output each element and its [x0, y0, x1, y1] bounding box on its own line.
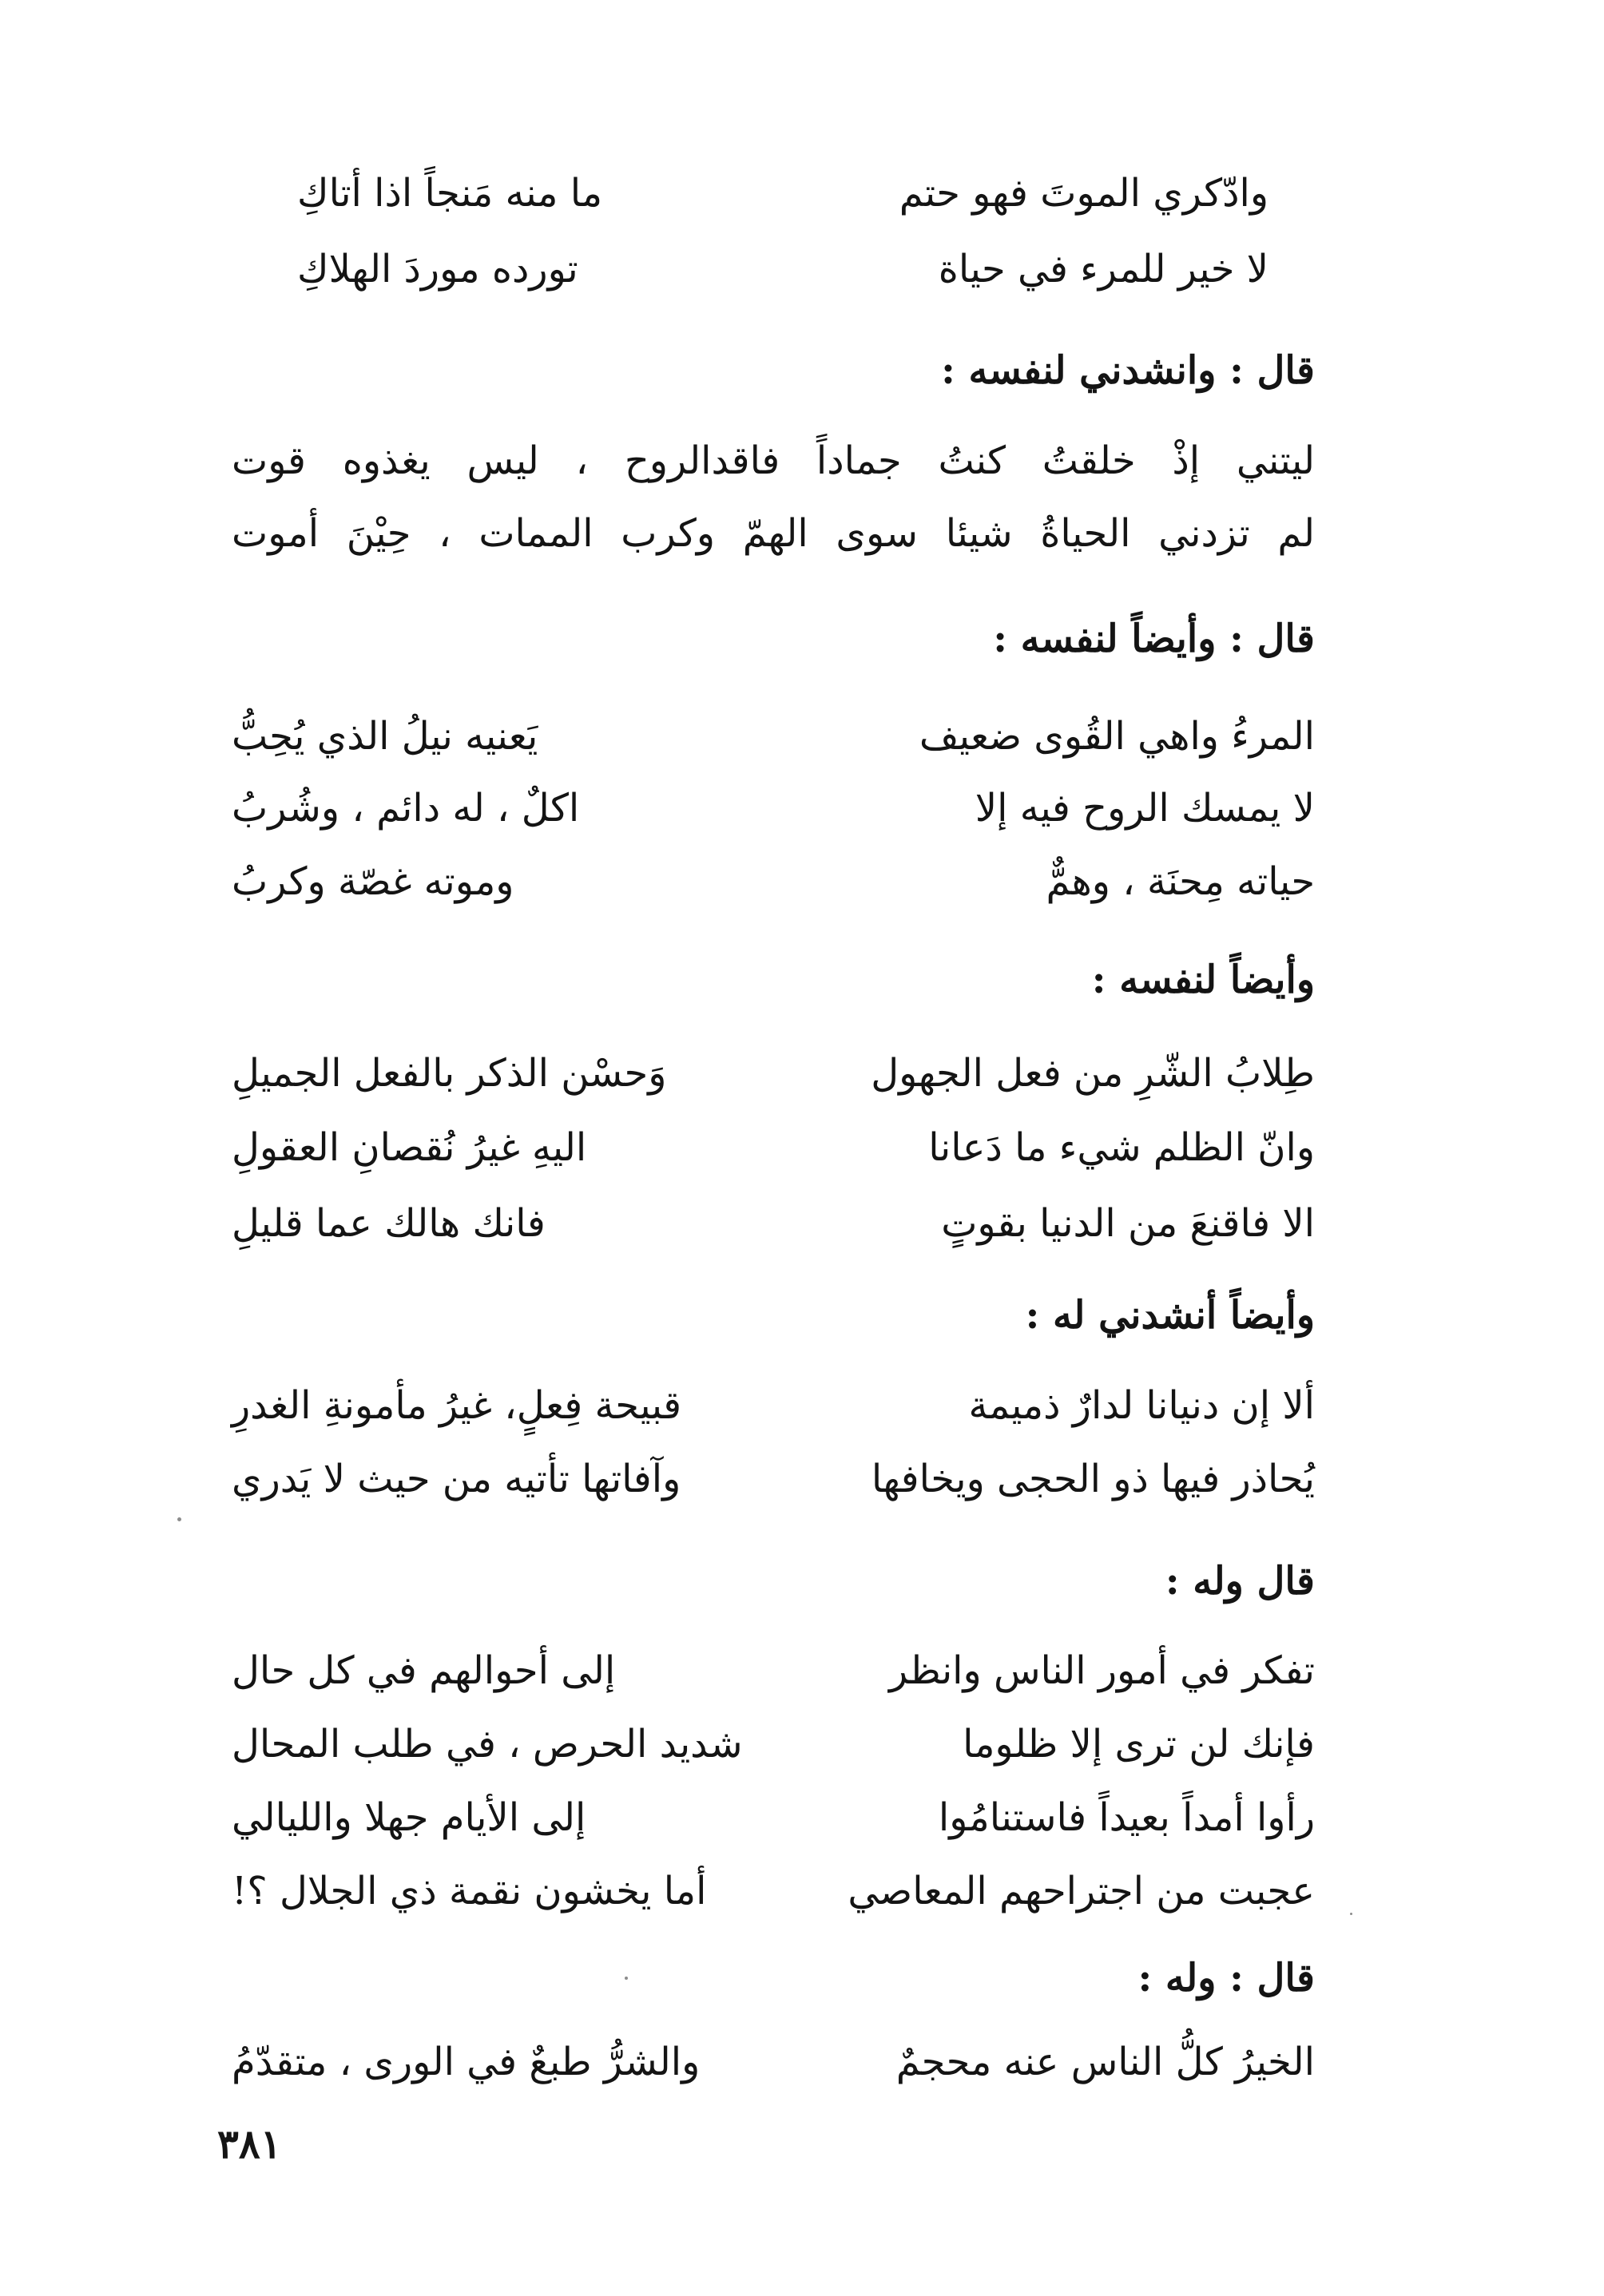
verse-6-4-second-hemistich: أما يخشون نقمة ذي الجلال ؟! [232, 1869, 707, 1913]
verse-5-1-first-hemistich: ألا إن دنيانا لدارٌ ذميمة [968, 1383, 1315, 1428]
verse-3-3-first-hemistich: حياته مِحنَة ، وهمٌّ [1046, 859, 1315, 904]
scan-speck [177, 1517, 181, 1521]
poem-2-heading: قال : وانشدني لنفسه : [941, 348, 1315, 393]
verse-4-3-second-hemistich: فانك هالك عما قليلِ [232, 1201, 546, 1246]
verse-6-2-first-hemistich: فإنك لن ترى إلا ظلوما [963, 1722, 1315, 1767]
scan-speck [1350, 1913, 1352, 1915]
verse-7-1-second-hemistich: والشرُّ طبعٌ في الورى ، متقدّمُ [232, 2040, 701, 2084]
page-number: ٣٨١ [217, 2120, 282, 2167]
verse-3-2-second-hemistich: اكلٌ ، له دائم ، وشُربُ [232, 786, 580, 831]
verse-1-2-second-hemistich: تورده موردَ الهلاكِ [297, 247, 578, 291]
scan-speck [625, 1977, 628, 1980]
verse-6-1-first-hemistich: تفكر في أمور الناس وانظر [888, 1648, 1315, 1693]
verse-6-3-second-hemistich: إلى الأيام جهلا والليالي [232, 1795, 586, 1840]
verse-4-3-first-hemistich: الا فاقنعَ من الدنيا بقوتٍ [941, 1201, 1315, 1246]
verse-1-1-first-hemistich: وادّكري الموتَ فهو حتم [899, 171, 1269, 216]
poem-2-line-1: ليتني إذْ خلقتُ كنتُ جماداً فاقدالروح ، ليس يغذوه قوت [232, 438, 1315, 483]
verse-4-2-first-hemistich: وانّ الظلم شيء ما دَعانا [928, 1125, 1315, 1170]
verse-5-1-second-hemistich: قبيحة فِعلٍ، غيرُ مأمونةِ الغدرِ [232, 1383, 682, 1428]
verse-7-1-first-hemistich: الخيرُ كلُّ الناس عنه محجمٌ [895, 2040, 1315, 2084]
verse-6-4-first-hemistich: عجبت من اجتراحهم المعاصي [848, 1869, 1315, 1913]
poem-7-heading: قال : وله : [1137, 1956, 1315, 2001]
poem-2-line-2: لم تزدني الحياةُ شيئا سوى الهمّ وكرب الممات ، حِيْنَ أموت [232, 511, 1315, 556]
poem-5-heading: وأيضاً أنشدني له : [1025, 1293, 1315, 1338]
verse-4-1-first-hemistich: طِلابُ الشّرِ من فعل الجهول [871, 1051, 1315, 1096]
verse-3-1-second-hemistich: يَعنيه نيلُ الذي يُحِبُّ [232, 714, 538, 759]
verse-5-2-first-hemistich: يُحاذر فيها ذو الحجى ويخافها [871, 1457, 1315, 1501]
poem-4-heading: وأيضاً لنفسه : [1091, 958, 1315, 1002]
verse-1-1-second-hemistich: ما منه مَنجاً اذا أتاكِ [297, 171, 603, 216]
verse-4-2-second-hemistich: اليهِ غيرُ نُقصانِ العقولِ [232, 1125, 587, 1170]
verse-6-2-second-hemistich: شديد الحرص ، في طلب المحال [232, 1722, 743, 1767]
poem-6-heading: قال وله : [1165, 1559, 1315, 1604]
verse-3-3-second-hemistich: وموته غصّة وكربُ [232, 859, 514, 904]
verse-4-1-second-hemistich: وَحسْن الذكر بالفعل الجميلِ [232, 1051, 667, 1096]
verse-5-2-second-hemistich: وآفاتها تأتيه من حيث لا يَدري [232, 1457, 681, 1501]
verse-6-3-first-hemistich: رأوا أمداً بعيداً فاستنامُوا [938, 1795, 1315, 1840]
verse-6-1-second-hemistich: إلى أحوالهم في كل حال [232, 1648, 616, 1693]
verse-3-2-first-hemistich: لا يمسك الروح فيه إلا [975, 786, 1315, 831]
verse-1-2-first-hemistich: لا خير للمرء في حياة [938, 247, 1269, 291]
poem-3-heading: قال : وأيضاً لنفسه : [993, 617, 1315, 661]
verse-3-1-first-hemistich: المرءُ واهي القُوى ضعيف [919, 714, 1315, 759]
